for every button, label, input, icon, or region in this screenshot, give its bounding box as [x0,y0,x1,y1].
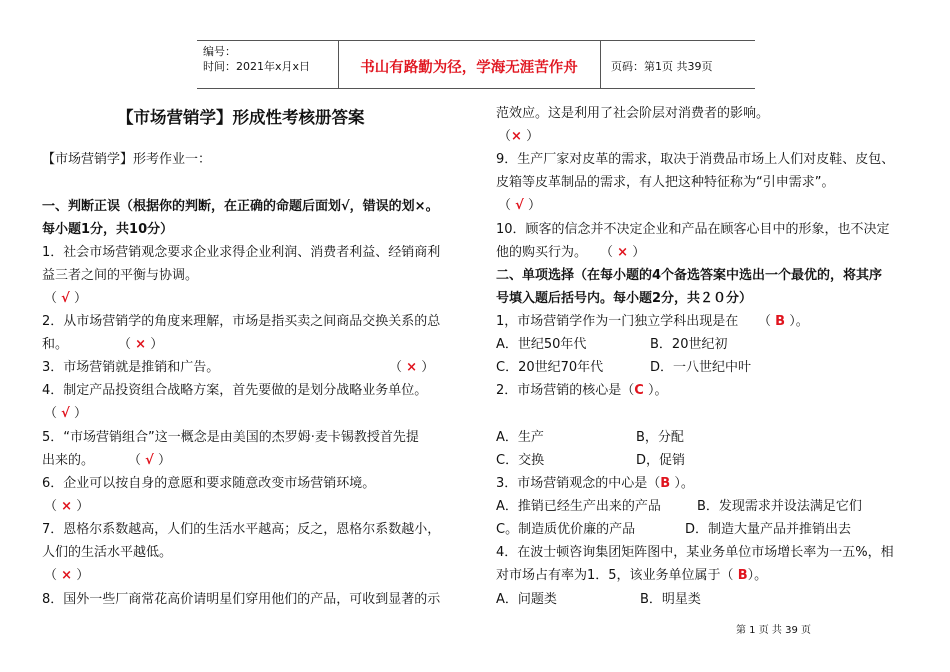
question-text: 3．市场营销观念的中心是（B ）。 [496,476,694,491]
question-text: 5．“市场营销组合”这一概念是由美国的杰罗姆·麦卡锡教授首先提 [42,430,419,445]
section-heading: 号填入题后括号内。每小题2分，共２０分） [496,291,753,306]
question-text: 7．恩格尔系数越高，人们的生活水平越高；反之，恩格尔系数越小， [42,522,441,537]
answer-slot: （ B ）。 [758,314,809,329]
question-text: 4．在波士顿咨询集团矩阵图中，某业务单位市场增长率为一五%，相 [496,545,894,560]
option-c: C。制造质优价廉的产品 [496,522,636,537]
question-text: 1，市场营销学作为一门独立学科出现是在 [496,314,739,329]
option-a: A．生产 [496,430,544,445]
question-text: 皮箱等皮革制品的需求，有人把这种特征称为“引申需求”。 [496,175,835,190]
answer-mark: × [406,360,418,375]
answer-slot: （ × ） [389,360,435,375]
answer-slot: （ √ ） [44,406,87,421]
answer-mark: × [511,129,522,144]
answer-mark: √ [61,291,70,306]
option-d: D．一八世纪中叶 [650,360,752,375]
header-meta [203,44,310,74]
question-text: 8．国外一些厂商常花高价请明星们穿用他们的产品，可收到显著的示 [42,592,441,607]
header-motto: 书山有路勤为径，学海无涯苦作舟 [360,60,578,76]
answer-mark: B [775,314,786,329]
document-title: 【市场营销学】形成性考核册答案 [117,108,365,127]
question-text: 4．制定产品投资组合战略方案，首先要做的是划分战略业务单位。 [42,383,428,398]
answer-mark: B [737,568,748,583]
answer-mark: √ [515,198,524,213]
answer-slot: （ √ ） [498,198,541,213]
question-text: 3．市场营销就是推销和广告。 [42,360,220,375]
answer-slot: （ √ ） [44,291,87,306]
answer-slot: （ × ） [44,568,90,583]
answer-mark: C [634,383,644,398]
question-text: 2．市场营销的核心是（C ）。 [496,383,668,398]
question-text: 对市场占有率为1．5，该业务单位属于（ B）。 [496,568,768,583]
option-d: D，促销 [636,453,686,468]
option-b: B，分配 [636,430,684,445]
option-a: A．世纪50年代 [496,337,587,352]
answer-slot: （ × ） [44,499,90,514]
option-b: B．发现需求并设法满足它们 [697,499,862,514]
question-text: 他的购买行为。 [496,245,588,260]
question-text: 9．生产厂家对皮革的需求，取决于消费品市场上人们对皮鞋、皮包、 [496,152,895,167]
option-b: B．明星类 [640,592,701,607]
question-text: 6．企业可以按自身的意愿和要求随意改变市场营销环境。 [42,476,376,491]
section-heading: 每小题1分，共10分） [42,222,174,237]
answer-mark: √ [145,453,154,468]
header-page-number: 页码：第1页 共39页 [611,60,713,73]
option-a: A．推销已经生产出来的产品 [496,499,661,514]
answer-mark: × [135,337,147,352]
question-text: 和。 [42,337,69,352]
question-text: 益三者之间的平衡与协调。 [42,268,199,283]
header-date: 时间：2021年x月x日 [203,60,311,73]
question-text: 2．从市场营销学的角度来理解，市场是指买卖之间商品交换关系的总 [42,314,441,329]
section-heading: 一、判断正误（根据你的判断，在正确的命题后面划√，错误的划×。 [42,199,439,214]
answer-mark: √ [61,406,70,421]
question-text: 1．社会市场营销观念要求企业求得企业利润、消费者利益、经销商利 [42,245,441,260]
question-text: 出来的。 [42,453,95,468]
question-text: 范效应。这是利用了社会阶层对消费者的影响。 [496,106,770,121]
option-d: D．制造大量产品并推销出去 [685,522,852,537]
answer-slot: （ × ） [118,337,164,352]
answer-slot: （× ） [498,129,540,144]
page-footer: 第 1 页 共 39 页 [736,625,811,636]
question-text: 10．顾客的信念并不决定企业和产品在顾客心目中的形象，也不决定 [496,222,890,237]
option-c: C．20世纪70年代 [496,360,604,375]
answer-mark: × [61,499,73,514]
option-b: B．20世纪初 [650,337,728,352]
header-divider [600,41,601,88]
answer-mark: × [61,568,73,583]
answer-mark: B [660,476,671,491]
header-number-label: 编号： [203,45,236,58]
option-c: C．交换 [496,453,545,468]
answer-slot: （ × ） [600,245,646,260]
answer-mark: × [617,245,629,260]
assignment-subtitle: 【市场营销学】形考作业一： [42,152,212,167]
answer-slot: （ √ ） [128,453,171,468]
header-table [197,40,755,89]
option-a: A．问题类 [496,592,557,607]
header-divider [338,41,339,88]
section-heading: 二、单项选择（在每小题的4个备选答案中选出一个最优的，将其序 [496,268,883,283]
question-text: 人们的生活水平越低。 [42,545,173,560]
